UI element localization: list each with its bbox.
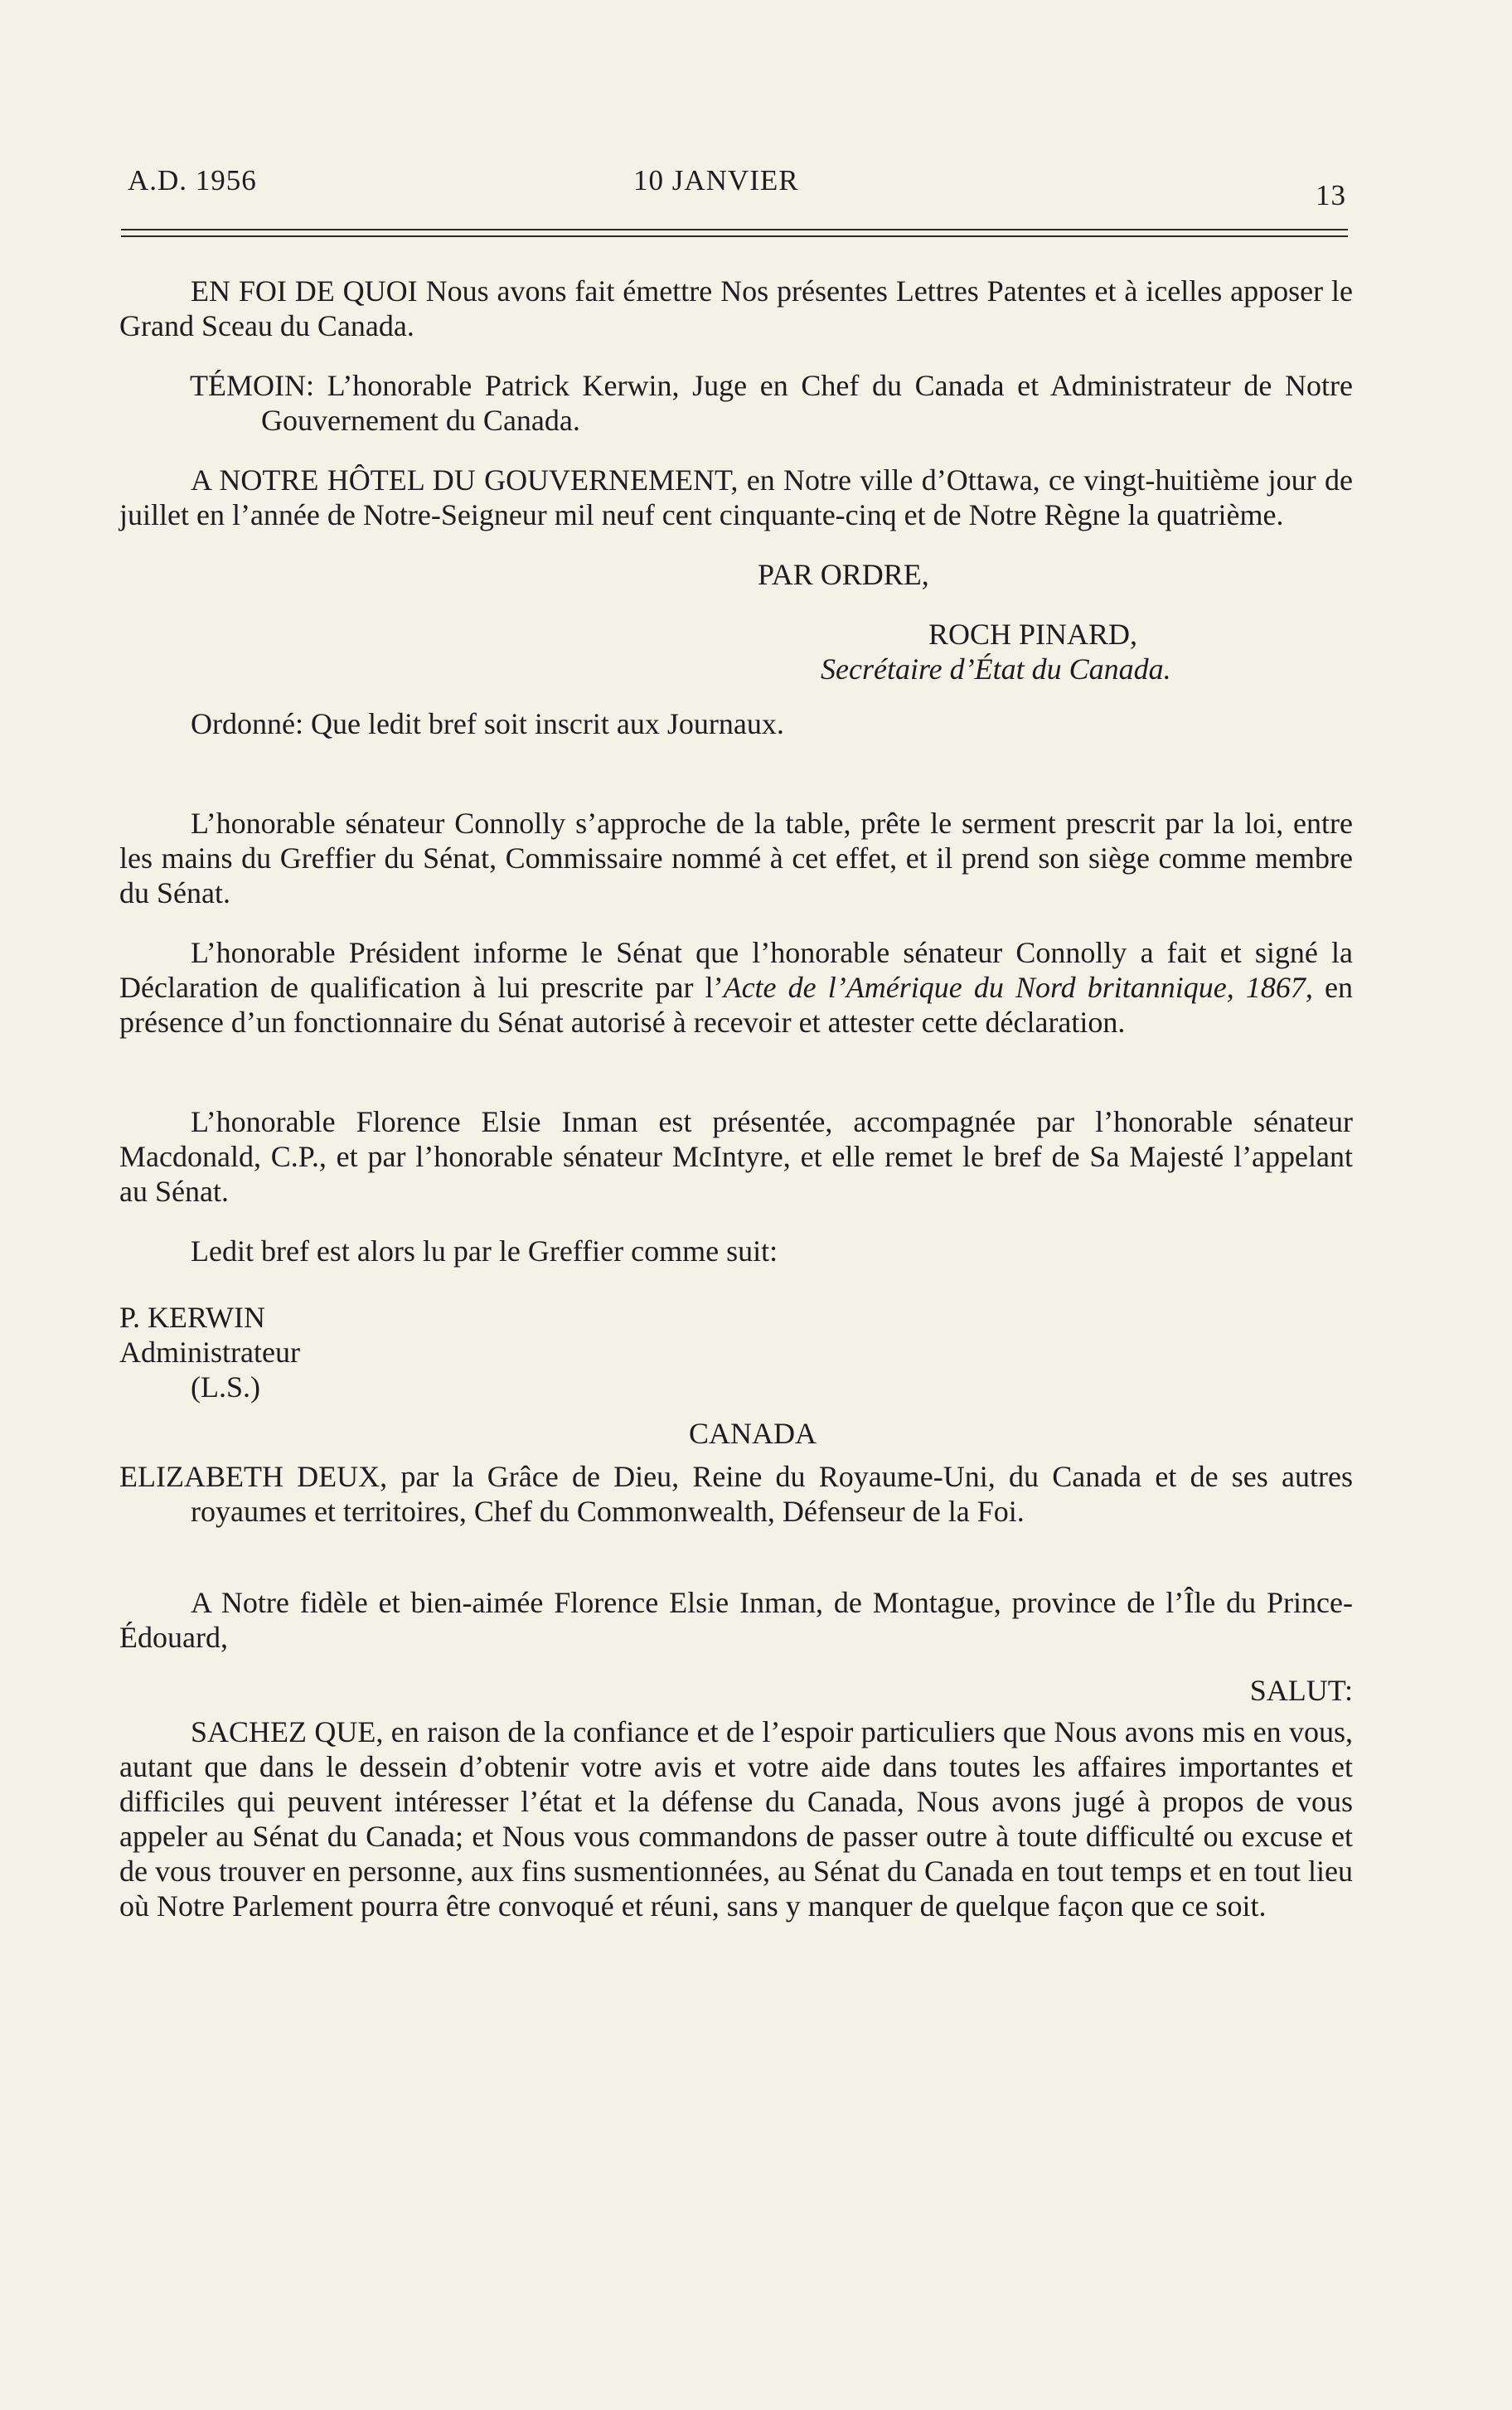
document-body xyxy=(119,274,1353,1923)
fidele-paragraph: A Notre fidèle et bien-aimée Florence Elsie Inman, de Montague, province de l’Île du Prince-Édouard, xyxy=(119,1586,1353,1654)
administrator-block xyxy=(119,1300,1353,1404)
president-text-start: L’honorable Président informe le Sénat que l’honorable sénateur Connolly a fait et signé la Déclaration de qualification à lui prescrite par l’ xyxy=(119,936,1353,1004)
temoin-paragraph: TÉMOIN: L’honorable Patrick Kerwin, Juge en Chef du Canada et Administrateur de Notre Gouvernement du Canada. xyxy=(190,369,1353,437)
hotel-paragraph: A NOTRE HÔTEL DU GOUVERNEMENT, en Notre ville d’Ottawa, ce vingt-huitième jour de juillet en l’année de Notre-Seigneur mil neuf cent cinquante-cinq et de Notre Règne la quatrième. xyxy=(119,463,1353,531)
ledit-paragraph: Ledit bref est alors lu par le Greffier comme suit: xyxy=(191,1234,778,1268)
salut: SALUT: xyxy=(1249,1674,1353,1707)
running-header xyxy=(119,164,1346,214)
kerwin-name: P. KERWIN xyxy=(119,1301,266,1334)
inman-paragraph: L’honorable Florence Elsie Inman est présentée, accompagnée par l’honorable sénateur Macdonald, C.P., et par l’honorable sénateur McIntyre, et elle remet le bref de Sa Majesté l’appelant au Sénat. xyxy=(119,1105,1353,1208)
elizabeth-paragraph: ELIZABETH DEUX, par la Grâce de Dieu, Reine du Royaume-Uni, du Canada et de ses autres royaumes et territoires, Chef du Commonwealth, Défenseur de la Foi. xyxy=(119,1460,1353,1528)
ordonne-paragraph: Ordonné: Que ledit bref soit inscrit aux Journaux. xyxy=(191,707,784,740)
signature-title: Secrétaire d’État du Canada. xyxy=(821,652,1171,686)
header-year: A.D. 1956 xyxy=(128,164,257,196)
connolly-oath-paragraph: L’honorable sénateur Connolly s’approche de la table, prête le serment prescrit par la loi, entre les mains du Greffier du Sénat, Commissaire nommé à cet effet, et il prend son siège comme membre du Sénat. xyxy=(119,807,1353,909)
header-date: 10 JANVIER xyxy=(633,164,799,196)
signature-name: ROCH PINARD, xyxy=(928,618,1138,651)
header-rule-bottom xyxy=(121,235,1348,237)
president-paragraph xyxy=(119,935,1353,1040)
seal-marker: (L.S.) xyxy=(191,1370,260,1404)
en-foi-paragraph: EN FOI DE QUOI Nous avons fait émettre Nos présentes Lettres Patentes et à icelles apposer le Grand Sceau du Canada. xyxy=(119,274,1353,342)
administrator-title: Administrateur xyxy=(119,1336,300,1369)
par-ordre: PAR ORDRE, xyxy=(758,558,929,591)
header-rule-top xyxy=(121,229,1348,230)
sachez-paragraph: SACHEZ QUE, en raison de la confiance et de l’espoir particuliers que Nous avons mis en vous, autant que dans le dessein d’obtenir votre avis et votre aide dans toutes les affaires importantes et difficiles qui peuvent intéresser l’état et la défense du Canada, Nous avons jugé à propos de vous appeler au Sénat du Canada; et Nous vous commandons de passer outre à toute difficulté ou excuse et de vous trouver en personne, aux fins susmentionnées, au Sénat du Canada en tout temps et en tout lieu où Notre Parlement pourra être convoqué et réuni, sans y manquer de quelque façon que ce soit. xyxy=(119,1715,1353,1923)
act-title: Acte de l’Amérique du Nord britannique, 1867, xyxy=(723,971,1313,1004)
page-number: 13 xyxy=(1316,179,1346,211)
canada-heading: CANADA xyxy=(688,1417,817,1450)
president-text-end: en présence d’un fonctionnaire du Sénat autorisé à recevoir et attester cette déclaration. xyxy=(119,971,1353,1039)
